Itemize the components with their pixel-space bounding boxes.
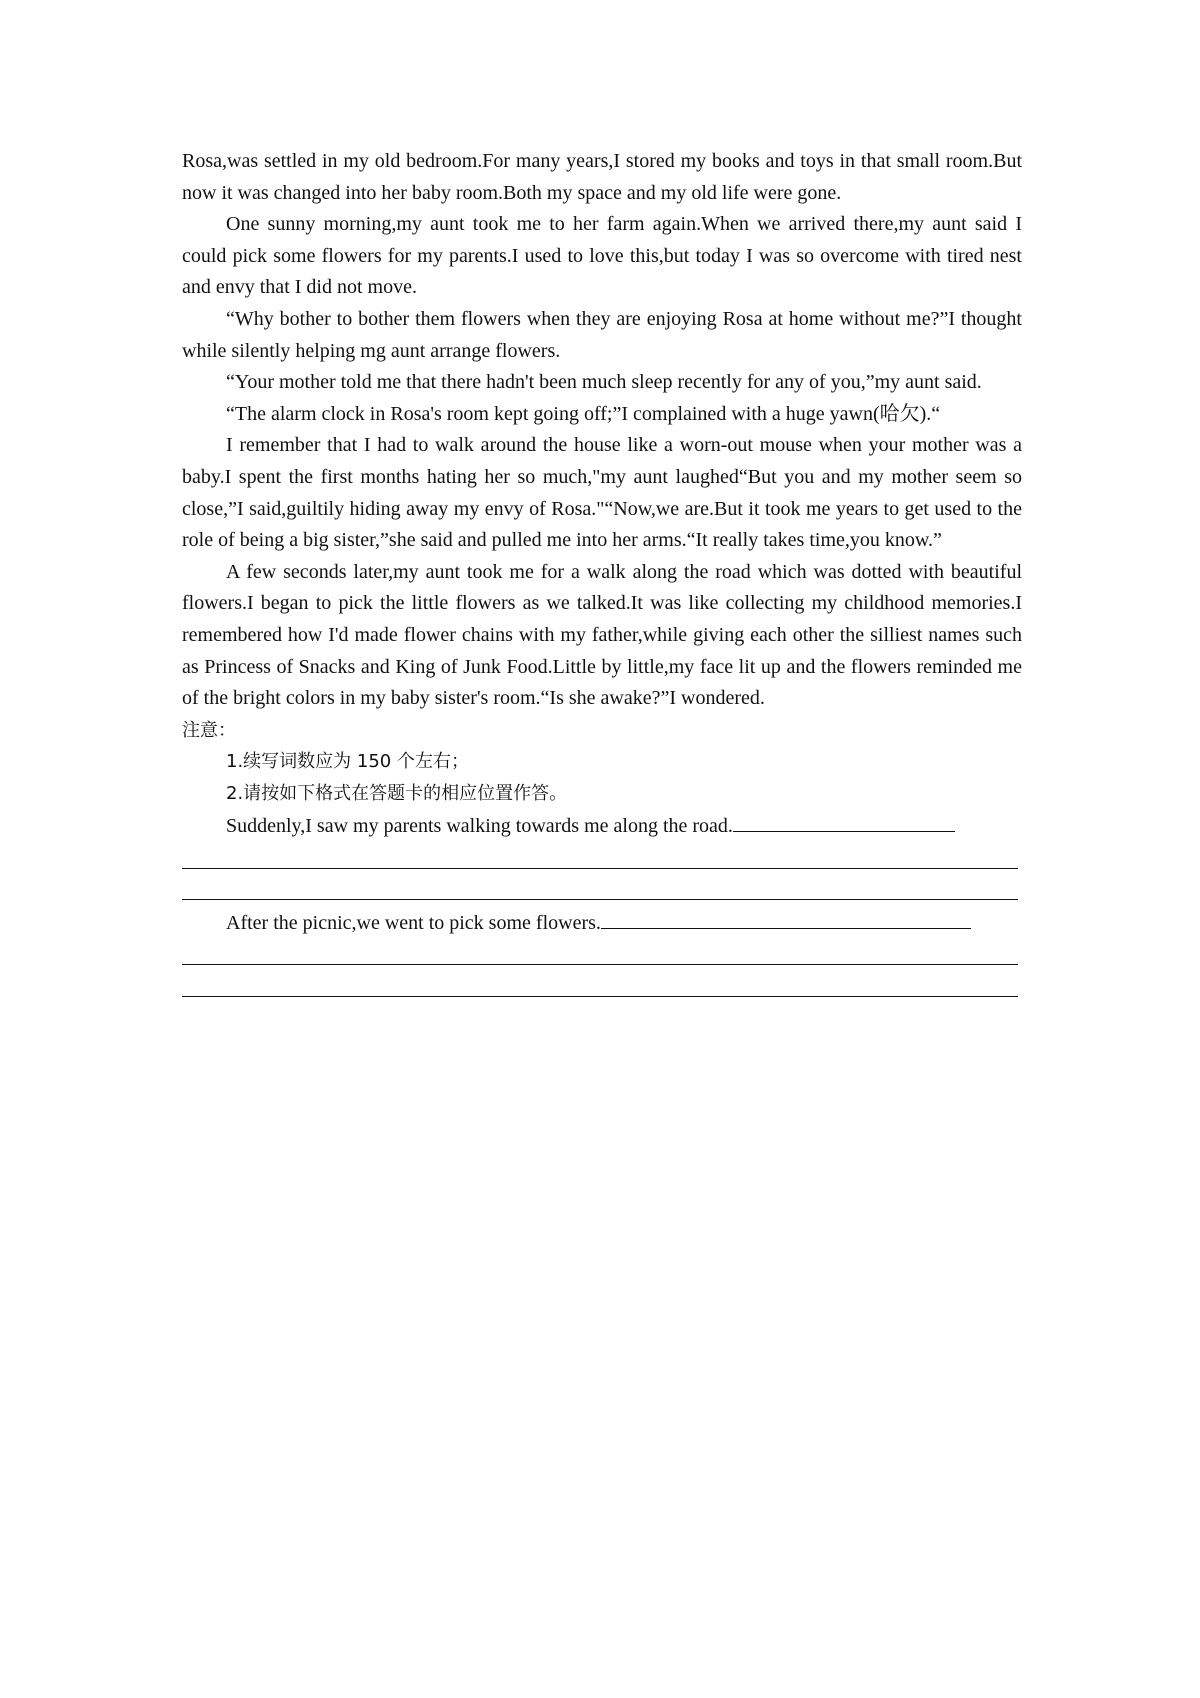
answer-blank-line-3[interactable] [182, 940, 1022, 972]
story-paragraph-2: One sunny morning,my aunt took me to her farm again.When we arrived there,my aunt said I could pick some flowers for my parents.I used to love this,but today I was so overcome with tired nest and envy that I did not move. [182, 213, 1022, 299]
answer-blank-line-1[interactable] [182, 843, 1022, 875]
story-paragraph-3: “Why bother to bother them flowers when they are enjoying Rosa at home without me?”I thought while silently helping mg aunt arrange flowers. [182, 307, 1022, 362]
story-paragraph-1: Rosa,was settled in my old bedroom.For many years,I stored my books and toys in that small room.But now it was changed into her baby room.Both my space and my old life were gone. [182, 150, 1022, 204]
prompt-1-text: Suddenly,I saw my parents walking towards me along the road. [226, 815, 733, 838]
note-title [182, 715, 1022, 747]
prompt-2-text: After the picnic,we went to pick some flowers. [226, 912, 601, 935]
story-paragraph-6: I remember that I had to walk around the house like a worn-out mouse when your mother was a baby.I spent the first months hating her so much,"my aunt laughed“But you and my mother seem so close,”I said,guiltily hiding away my envy of Rosa."“Now,we are.But it took me years to get used to the role of being a big sister,”she said and pulled me into her arms.“It really takes time,you know.” [182, 434, 1022, 552]
note-item-1 [182, 746, 1022, 778]
answer-blank-line-4[interactable] [182, 971, 1022, 1003]
answer-blank-line-2[interactable] [182, 875, 1022, 907]
story-paragraph-7: A few seconds later,my aunt took me for a walk along the road which was dotted with beautiful flowers.I began to pick the little flowers as we talked.It was like collecting my childhood memories.I remembered how I'd made flower chains with my father,while giving each other the silliest names such as Princess of Snacks and King of Junk Food.Little by little,my face lit up and the flowers reminded me of the bright colors in my baby sister's room.“Is she awake?”I wondered. [182, 560, 1022, 710]
story-paragraph-4: “Your mother told me that there hadn't been much sleep recently for any of you,”my aunt said. [226, 371, 982, 394]
document-page [182, 146, 1022, 1003]
note-item-2-text: 2.请按如下格式在答题卡的相应位置作答。 [226, 782, 568, 804]
answer-blank-1-tail[interactable] [733, 809, 955, 832]
note-item-2 [182, 778, 1022, 810]
continuation-prompt-1 [182, 809, 1022, 843]
continuation-prompt-2 [182, 906, 1022, 940]
answer-blank-2-tail[interactable] [601, 906, 971, 929]
note-item-1-text: 1.续写词数应为 150 个左右； [226, 751, 469, 773]
story-paragraph-5: “The alarm clock in Rosa's room kept going off;”I complained with a huge yawn(哈欠).“ [226, 402, 941, 425]
note-title-text: 注意： [182, 719, 236, 741]
